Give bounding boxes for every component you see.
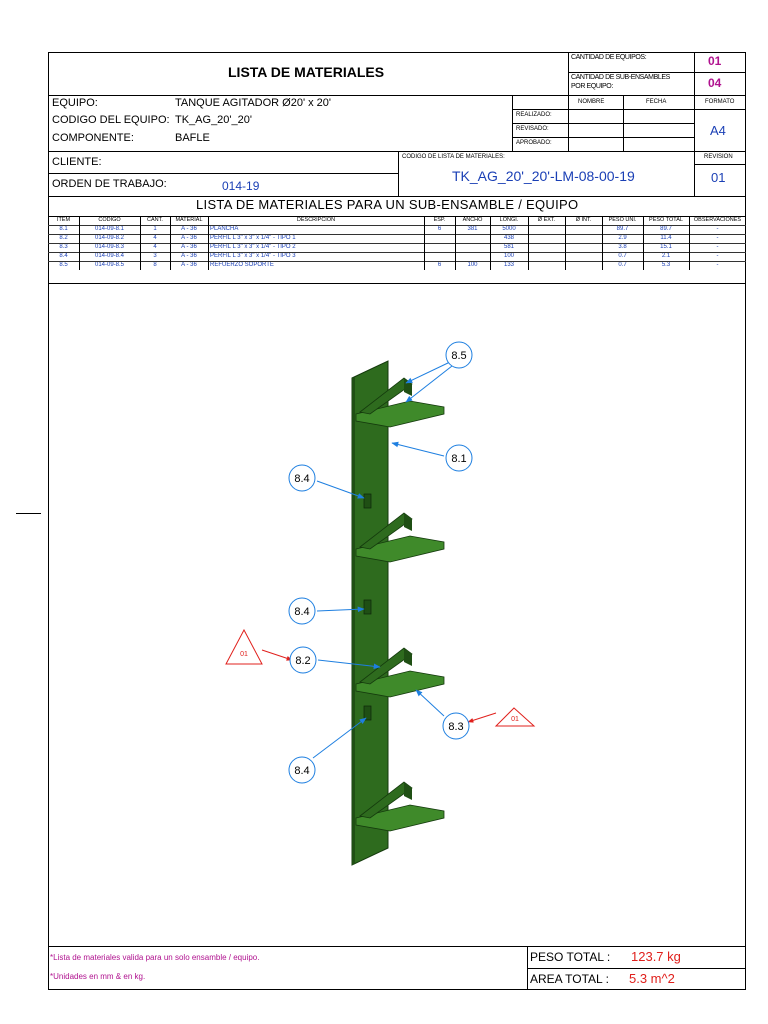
- table-cell: A - 36: [181, 226, 197, 232]
- table-header-cell: PESO UNI.: [608, 217, 637, 223]
- revision-label: REVISION: [704, 154, 733, 160]
- table-header-cell: ANCHO: [462, 217, 483, 223]
- table-header-cell: PESO TOTAL: [649, 217, 683, 223]
- table-cell: -: [716, 226, 719, 232]
- callout-label: 8.1: [451, 453, 467, 465]
- table-header-cell: OBSERVACIONES: [693, 217, 742, 223]
- table-header-cell: LONGI.: [499, 217, 519, 223]
- peso-total-value: 123.7 kg: [631, 949, 681, 964]
- orden-label: ORDEN DE TRABAJO:: [52, 178, 167, 190]
- table-cell: 3: [153, 253, 157, 259]
- table-cell: 8.1: [59, 226, 68, 232]
- realizado-label: REALIZADO:: [516, 112, 552, 118]
- table-cell: 2.1: [661, 253, 671, 259]
- table-cell: 014-09-8.4: [94, 253, 125, 259]
- qty-sub-value: 04: [708, 76, 722, 90]
- page-title: LISTA DE MATERIALES: [228, 64, 385, 80]
- table-cell: 11.4: [660, 235, 672, 241]
- table-header-cell: MATERIAL: [175, 217, 203, 223]
- equipo-value: TANQUE AGITADOR Ø20' x 20': [175, 97, 331, 109]
- table-header-cell: Ø INT.: [575, 217, 592, 223]
- callout-label: 8.4: [294, 473, 310, 485]
- formato-header: FORMATO: [705, 99, 735, 105]
- table-cell: -: [716, 235, 719, 241]
- table-cell: REFUERZO SOPORTE: [210, 262, 274, 268]
- table-cell: PLANCHA: [210, 226, 239, 232]
- orden-value: 014-19: [222, 179, 260, 193]
- area-total-label: AREA TOTAL :: [530, 972, 609, 986]
- table-cell: A - 36: [181, 262, 197, 268]
- table-cell: 8: [153, 262, 157, 268]
- peso-total-label: PESO TOTAL :: [530, 950, 611, 964]
- table-header-cell: DESCRIPCIÓN: [296, 217, 336, 223]
- table-cell: 1: [153, 226, 157, 232]
- table-cell: 5.3: [661, 262, 671, 268]
- table-header-cell: Ø EXT.: [537, 217, 556, 223]
- fecha-header: FECHA: [646, 99, 667, 105]
- table-cell: 0.7: [618, 262, 627, 268]
- list-code-value: TK_AG_20'_20'-LM-08-00-19: [452, 168, 635, 184]
- table-cell: 133: [503, 262, 514, 268]
- table-cell: 381: [467, 226, 478, 232]
- table-cell: A - 36: [181, 253, 197, 259]
- list-code-label: CODIGO DE LISTA DE MATERIALES:: [402, 154, 505, 160]
- table-cell: 4: [153, 235, 157, 241]
- table-header-cell: CODIGO: [98, 217, 121, 223]
- callout-label: 8.5: [451, 350, 467, 362]
- callout-label: 8.4: [294, 606, 310, 618]
- divider: [527, 968, 746, 969]
- table-cell: 014-09-8.2: [94, 235, 125, 241]
- revision-label: 01: [511, 716, 519, 723]
- table-cell: 3.8: [618, 244, 627, 250]
- qty-sub-label-2: POR EQUIPO:: [571, 83, 613, 90]
- margin-mark: [16, 513, 41, 514]
- componente-label: COMPONENTE:: [52, 132, 134, 144]
- table-cell: 438: [503, 235, 514, 241]
- componente-value: BAFLE: [175, 132, 210, 144]
- divider: [48, 946, 746, 947]
- table-cell: -: [716, 262, 719, 268]
- table-cell: A - 36: [181, 235, 197, 241]
- aprobado-label: APROBADO:: [516, 140, 552, 146]
- callout-label: 8.4: [294, 765, 310, 777]
- table-cell: 014-09-8.1: [94, 226, 125, 232]
- note-2: *Unidades en mm & en kg.: [50, 972, 146, 981]
- table-header-cell: ESP.: [433, 217, 446, 223]
- table-title: LISTA DE MATERIALES PARA UN SUB-ENSAMBLE / EQUIPO: [196, 197, 579, 212]
- table-cell: 100: [467, 262, 478, 268]
- table-cell: 4: [153, 244, 157, 250]
- revision-label: 01: [240, 651, 248, 658]
- cliente-label: CLIENTE:: [52, 156, 102, 168]
- table-cell: 8.4: [59, 253, 68, 259]
- codigo-label: CODIGO DEL EQUIPO:: [52, 114, 170, 126]
- area-total-value: 5.3 m^2: [629, 971, 675, 986]
- callout-label: 8.3: [448, 721, 464, 733]
- table-cell: PERFIL L 3" x 3" x 1/4" - TIPO 2: [210, 244, 296, 250]
- revision-triangle-icon: [226, 630, 262, 664]
- table-cell: 581: [503, 244, 514, 250]
- nombre-header: NOMBRE: [578, 99, 605, 105]
- table-cell: 89.7: [660, 226, 672, 232]
- table-cell: 8.5: [59, 262, 68, 268]
- table-cell: 0.7: [618, 253, 627, 259]
- qty-sub-label: CANTIDAD DE SUB-ENSAMBLES: [571, 74, 670, 81]
- formato-value: A4: [710, 123, 726, 138]
- table-cell: 6: [437, 226, 442, 232]
- table-cell: PERFIL L 3" x 3" x 1/4" - TIPO 1: [210, 235, 296, 241]
- table-header-cell: ITEM: [56, 217, 71, 223]
- table-cell: 2.9: [618, 235, 627, 241]
- revisado-label: REVISADO:: [516, 126, 549, 132]
- table-cell: -: [716, 244, 719, 250]
- table-cell: PERFIL L 3" x 3" x 1/4" - TIPO 3: [210, 253, 296, 259]
- table-cell: 100: [503, 253, 514, 259]
- table-cell: 5000: [502, 226, 516, 232]
- equipo-label: EQUIPO:: [52, 97, 98, 109]
- table-cell: 014-09-8.5: [94, 262, 125, 268]
- note-1: *Lista de materiales valida para un solo ensamble / equipo.: [50, 953, 260, 962]
- callout-label: 8.2: [295, 655, 311, 667]
- table-cell: 8.2: [59, 235, 68, 241]
- table-cell: 6: [437, 262, 442, 268]
- codigo-value: TK_AG_20'_20': [175, 114, 252, 126]
- qty-equipos-label: CANTIDAD DE EQUIPOS:: [571, 54, 647, 61]
- table-cell: 014-09-8.3: [94, 244, 125, 250]
- revision-value: 01: [711, 170, 726, 185]
- table-header-cell: CANT.: [147, 217, 163, 223]
- table-cell: 8.3: [59, 244, 68, 250]
- qty-equipos-value: 01: [708, 54, 722, 68]
- table-cell: 89.7: [616, 226, 629, 232]
- table-cell: -: [716, 253, 719, 259]
- table-cell: 15.1: [660, 244, 672, 250]
- table-cell: A - 36: [181, 244, 197, 250]
